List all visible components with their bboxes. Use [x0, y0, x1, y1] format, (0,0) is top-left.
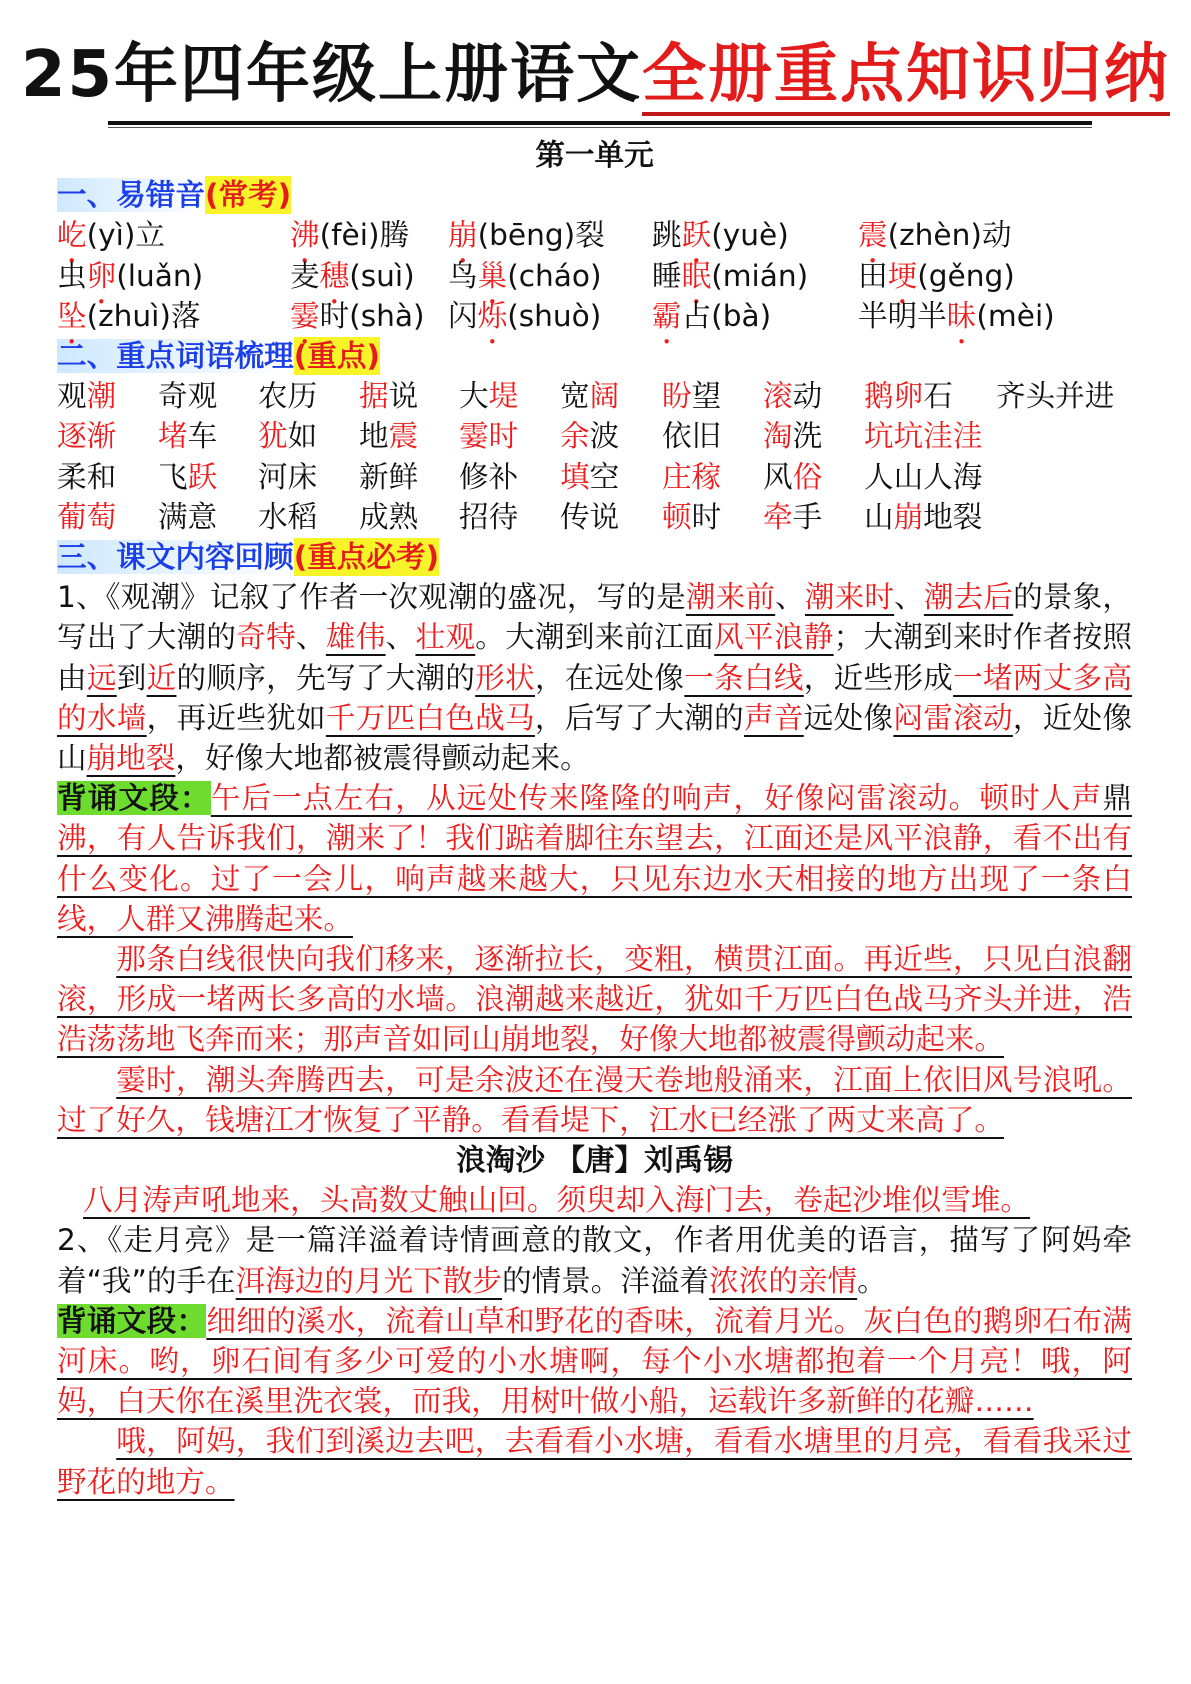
text-segment: 的顺序，先写了大潮的 — [176, 660, 476, 695]
word-part: 车 — [187, 419, 218, 454]
text-segment: 、 — [775, 580, 805, 615]
word-part: 庄稼 — [662, 459, 722, 494]
word-part: 地 — [359, 419, 389, 454]
word-item — [158, 497, 217, 537]
word-part: 坑坑洼洼 — [864, 419, 983, 454]
text-segment: 、 — [295, 620, 326, 655]
word-item — [359, 457, 418, 497]
pinyin-part: (gěng) — [917, 258, 1015, 293]
text-segment: 崩地裂 — [86, 740, 176, 775]
pinyin-row — [57, 215, 1132, 255]
text-segment: 奇特 — [236, 620, 296, 655]
pinyin-part: (mèi) — [976, 298, 1055, 333]
paragraph — [57, 1060, 1132, 1140]
section-tag: (重点必考) — [293, 539, 440, 574]
recite-paragraph — [57, 1301, 1132, 1422]
word-part: 俗 — [792, 459, 823, 494]
word-part: 农历 — [258, 379, 318, 414]
pinyin-item — [290, 296, 425, 351]
word-item — [996, 376, 1114, 416]
page-title — [0, 30, 1191, 120]
pinyin-item — [57, 296, 201, 351]
word-item — [359, 376, 418, 416]
section-tag: (重点) — [293, 338, 380, 373]
pinyin-part: 田 — [858, 258, 888, 293]
word-part: 新鲜 — [359, 459, 419, 494]
text-segment: 闷雷滚动 — [893, 700, 1013, 735]
word-part: 崩 — [893, 499, 924, 534]
pinyin-part: 跳 — [652, 218, 682, 253]
pinyin-part: 跃 — [681, 218, 712, 253]
word-part: 飞 — [158, 459, 188, 494]
word-part: 霎时 — [459, 419, 519, 454]
pinyin-part: 坠 — [57, 298, 87, 333]
text-segment: 一堵两丈多高的水墙 — [57, 660, 1133, 735]
text-segment: ，近些形成 — [803, 660, 954, 695]
word-part: 观 — [57, 379, 87, 414]
word-part: 招待 — [459, 499, 519, 534]
word-part: 滚 — [763, 379, 793, 414]
word-item — [763, 376, 822, 416]
word-item — [560, 457, 619, 497]
pinyin-part: 崩 — [448, 218, 478, 253]
pinyin-part: 卵 — [86, 258, 117, 293]
text-segment: 的景象，写出了大潮的 — [57, 580, 1133, 655]
pinyin-item — [858, 296, 1055, 351]
text-segment: 、 — [894, 580, 924, 615]
word-item — [864, 416, 982, 456]
word-part: 风 — [763, 459, 793, 494]
text-segment: 声音 — [744, 700, 804, 735]
text-segment: ，好像大地都被震得颤动起来。 — [175, 740, 590, 775]
pinyin-part: 烁 — [477, 298, 508, 333]
word-item — [57, 457, 116, 497]
text-segment: 风平浪静 — [714, 620, 834, 655]
word-item — [763, 457, 822, 497]
text-segment: ；大潮到来时作者按照由 — [57, 620, 1133, 695]
pinyin-part: 巢 — [477, 258, 508, 293]
word-part: 奇观 — [158, 379, 218, 414]
title-red: 全册重点知识归纳 — [642, 38, 1170, 116]
word-part: 鹅卵 — [864, 379, 924, 414]
pinyin-part: (yì)立 — [86, 218, 166, 253]
word-item — [258, 497, 317, 537]
text-segment: 形状 — [475, 660, 535, 695]
text-segment: 千万匹白色战马 — [325, 700, 535, 735]
word-part: 人山人海 — [864, 459, 983, 494]
word-item — [459, 376, 518, 416]
word-item — [763, 497, 822, 537]
pinyin-part: 眠 — [681, 258, 712, 293]
word-part: 犹 — [258, 419, 288, 454]
title-divider-thin — [108, 127, 1092, 128]
word-item — [258, 416, 317, 456]
word-row — [57, 497, 1132, 537]
text-segment: 雄伟 — [325, 620, 386, 655]
pinyin-part: 霎 — [290, 298, 320, 333]
word-item — [864, 376, 953, 416]
text-segment: 午后一点左右，从远处传来隆隆的响声，好像闷雷滚动。顿时人声 — [210, 781, 1103, 816]
word-item — [864, 497, 982, 537]
pinyin-part: 闪 — [448, 298, 478, 333]
word-part: 堤 — [488, 379, 519, 414]
text-segment: 1、《观潮》记叙了作者一次观潮的盛况，写的是 — [57, 580, 686, 615]
text-segment: 的情景。洋溢着 — [501, 1263, 710, 1298]
text-segment: 、 — [385, 620, 416, 655]
word-part: 宽 — [560, 379, 590, 414]
paragraph — [57, 1421, 1132, 1501]
word-part: 时 — [691, 499, 722, 534]
word-item — [158, 416, 217, 456]
unit-title: 第一单元 — [535, 138, 654, 172]
word-row — [57, 416, 1132, 456]
text-segment: 远 — [86, 660, 117, 695]
word-part: 淘 — [763, 419, 793, 454]
text-segment: 壮观 — [415, 620, 476, 655]
text-segment: 近 — [146, 660, 177, 695]
word-row — [57, 376, 1132, 416]
pinyin-part: (yuè) — [711, 218, 789, 253]
word-part: 洗 — [792, 419, 823, 454]
pinyin-part: (zhuì)落 — [86, 298, 201, 333]
pinyin-part: 麦 — [290, 258, 320, 293]
pinyin-item — [652, 296, 771, 351]
text-segment: 哦，阿妈，我们到溪边去吧，去看看小水塘，看看水塘里的月亮，看看我采过野花的地方。 — [57, 1424, 1132, 1499]
word-part: 跃 — [187, 459, 218, 494]
text-segment: ，后写了大潮的 — [534, 700, 745, 735]
pinyin-table — [57, 215, 1132, 336]
pinyin-part: 鸟 — [448, 258, 478, 293]
text-segment: 鼎 — [1102, 781, 1133, 816]
text-segment: ，再近些犹如 — [146, 700, 326, 735]
text-segment: 潮来前 — [685, 580, 776, 615]
word-item — [158, 376, 217, 416]
text-segment: 浓浓的亲情 — [709, 1263, 858, 1298]
pinyin-part: 时(shà) — [319, 298, 425, 333]
word-item — [57, 497, 116, 537]
recite-label: 背诵文段： — [57, 781, 211, 816]
word-part: 依旧 — [662, 419, 722, 454]
recite-paragraph — [57, 778, 1132, 939]
pinyin-part: 屹 — [57, 218, 87, 253]
word-part: 阔 — [589, 379, 620, 414]
pinyin-row — [57, 296, 1132, 336]
pinyin-item — [448, 296, 601, 351]
text-segment: 那条白线很快向我们移来，逐渐拉长，变粗，横贯江面。再近些，只见白浪翻滚，形成一堵两长多高的水墙。浪潮越来越近，犹如千万匹白色战马齐头并进，浩浩荡荡地飞奔而来；那声音如同山崩地裂，好像大地都被震得颤动起来。 — [57, 941, 1132, 1057]
word-item — [662, 497, 721, 537]
pinyin-part: (zhèn)动 — [887, 218, 1012, 253]
review-content — [57, 577, 1132, 1502]
paragraph — [57, 577, 1132, 778]
paragraph — [57, 1180, 1132, 1220]
word-part: 牵 — [763, 499, 793, 534]
word-part: 成熟 — [359, 499, 419, 534]
pinyin-part: (suì) — [349, 258, 415, 293]
pinyin-part: 半明半 — [858, 298, 947, 333]
word-part: 动 — [792, 379, 823, 414]
word-item — [864, 457, 982, 497]
text-segment: 洱海边的月光下散步 — [235, 1263, 502, 1298]
text-segment: 远处像 — [803, 700, 894, 735]
text-segment: 2、《走月亮》是一篇洋溢着诗情画意的散文，作者用优美的语言，描写了阿妈牵着“我”的手在 — [57, 1223, 1132, 1298]
word-item — [158, 457, 217, 497]
word-part: 空 — [589, 459, 620, 494]
word-part: 据 — [359, 379, 389, 414]
word-part: 地裂 — [923, 499, 983, 534]
pinyin-part: 震 — [858, 218, 888, 253]
pinyin-part: (shuò) — [507, 298, 602, 333]
pinyin-part: (bēng)裂 — [477, 218, 605, 253]
word-item — [560, 416, 619, 456]
text-segment: 一条白线 — [684, 660, 804, 695]
word-part: 说 — [388, 379, 419, 414]
pinyin-row — [57, 256, 1132, 296]
pinyin-part: (fèi)腾 — [319, 218, 410, 253]
word-part: 震 — [388, 419, 419, 454]
word-part: 余 — [560, 419, 590, 454]
word-item — [763, 416, 822, 456]
word-part: 柔和 — [57, 459, 117, 494]
word-part: 河床 — [258, 459, 318, 494]
text-segment: 浪淘沙 【唐】刘禹锡 — [456, 1142, 733, 1177]
word-item — [662, 457, 721, 497]
word-part: 望 — [691, 379, 722, 414]
paragraph — [57, 1140, 1132, 1180]
word-item — [258, 376, 317, 416]
section-tag: (常考) — [204, 178, 292, 213]
text-segment: 沸，有人告诉我们，潮来了！我们踮着脚往东望去，江面还是风平浪静，看不出有什么变化。过了一会儿，响声越来越大，只见东边水天相接的地方出现了一条白线，人群又沸腾起来。 — [57, 821, 1132, 936]
word-item — [560, 376, 619, 416]
text-segment: 八月涛声吼地来，头高数丈触山回。须臾却入海门去，卷起沙堆似雪堆。 — [83, 1183, 1030, 1218]
paragraph — [57, 1220, 1132, 1300]
word-part: 逐渐 — [57, 419, 117, 454]
pinyin-part: 穗 — [319, 258, 350, 293]
word-item — [560, 497, 619, 537]
section-heading-1 — [57, 175, 1132, 215]
word-item — [359, 497, 418, 537]
pinyin-part: 睡 — [652, 258, 682, 293]
pinyin-part: (luǎn) — [116, 258, 204, 293]
word-part: 潮 — [86, 379, 117, 414]
word-item — [662, 416, 721, 456]
text-segment: ，在远处像 — [534, 660, 685, 695]
pinyin-part: 昧 — [946, 298, 977, 333]
pinyin-part: 埂 — [887, 258, 918, 293]
text-segment: 潮去后 — [923, 580, 1014, 615]
word-item — [459, 416, 518, 456]
paragraph — [57, 939, 1132, 1060]
title-black: 25年四年级上册语文 — [20, 38, 643, 112]
word-part: 满意 — [158, 499, 218, 534]
section-label: 二、重点词语梳理 — [57, 338, 294, 373]
title-divider — [108, 121, 1092, 125]
word-part: 顿 — [662, 499, 692, 534]
word-item — [258, 457, 317, 497]
word-part: 手 — [792, 499, 823, 534]
word-part: 盼 — [662, 379, 692, 414]
pinyin-part: 占(bà) — [681, 298, 772, 333]
word-part: 山 — [864, 499, 894, 534]
word-part: 波 — [589, 419, 620, 454]
text-segment: ，近处像山 — [57, 700, 1133, 775]
word-table — [57, 376, 1132, 537]
word-part: 传说 — [560, 499, 620, 534]
pinyin-part: 虫 — [57, 258, 87, 293]
word-part: 石 — [923, 379, 953, 414]
word-part: 填 — [560, 459, 590, 494]
word-item — [57, 376, 116, 416]
section-label: 三、课文内容回顾 — [57, 539, 294, 574]
word-item — [57, 416, 116, 456]
pinyin-part: 霸 — [652, 298, 682, 333]
text-segment: 细细的溪水，流着山草和野花的香味，流着月光。灰白色的鹅卵石布满河床。哟，卵石间有多少可爱的小水塘啊，每个小水塘都抱着一个月亮！哦，阿妈，白天你在溪里洗衣裳，而我，用树叶做小船，运载许多新鲜的花瓣…… — [57, 1303, 1132, 1419]
pinyin-part: 沸 — [290, 218, 320, 253]
word-item — [459, 497, 518, 537]
word-part: 葡萄 — [57, 499, 117, 534]
section-label: 一、易错音 — [57, 178, 205, 213]
word-part: 如 — [287, 419, 318, 454]
text-segment: 。大潮到来前江面 — [475, 620, 715, 655]
section-heading-3 — [57, 537, 1132, 577]
word-part: 修补 — [459, 459, 519, 494]
word-part: 堵 — [158, 419, 188, 454]
pinyin-part: (cháo) — [507, 258, 602, 293]
word-item — [359, 416, 418, 456]
word-part: 大 — [459, 379, 489, 414]
text-segment: 。 — [857, 1263, 887, 1298]
recite-label: 背诵文段： — [57, 1303, 207, 1338]
word-part: 齐头并进 — [996, 379, 1115, 414]
word-item — [662, 376, 721, 416]
document-body — [57, 135, 1132, 1502]
pinyin-part: (mián) — [711, 258, 809, 293]
word-part: 水稻 — [258, 499, 318, 534]
text-segment: 霎时，潮头奔腾西去，可是余波还在漫天卷地般涌来，江面上依旧风号浪吼。过了好久，钱塘江才恢复了平静。看看堤下，江水已经涨了两丈来高了。 — [57, 1062, 1132, 1137]
text-segment: 潮来时 — [804, 580, 895, 615]
word-row — [57, 457, 1132, 497]
word-item — [459, 457, 518, 497]
text-segment: 到 — [116, 660, 147, 695]
